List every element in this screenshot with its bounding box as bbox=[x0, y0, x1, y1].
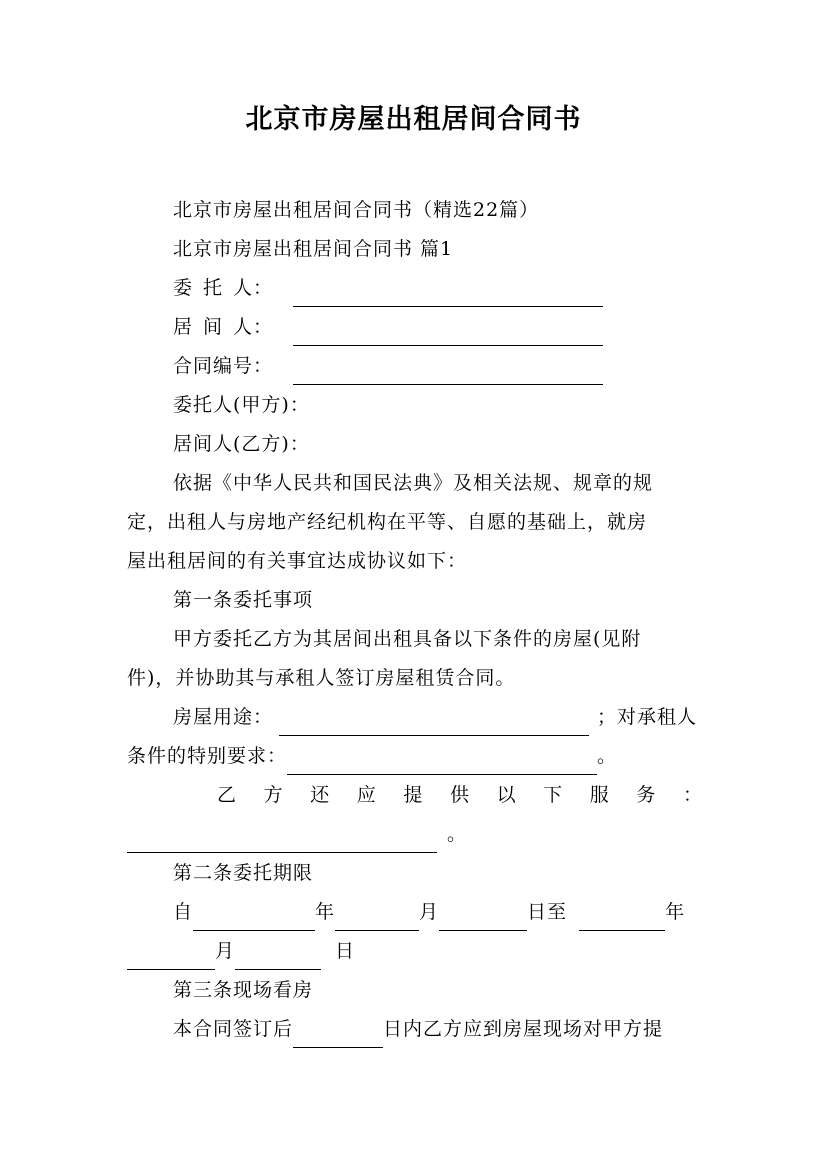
contract-number-field bbox=[127, 347, 703, 385]
article-2-title: 第二条委托期限 bbox=[173, 862, 314, 884]
period-line-2: 月 日 bbox=[127, 932, 703, 970]
entrustor-blank[interactable] bbox=[293, 278, 603, 307]
article-1-line-2: 件)，并协助其与承租人签订房屋租赁合同。 bbox=[127, 667, 516, 689]
services-blank-line: 。 bbox=[127, 815, 703, 853]
article-3-line-1: 本合同签订后 日内乙方应到房屋现场对甲方提 bbox=[127, 1010, 703, 1048]
intro-line-3: 屋出租居间的有关事宜达成协议如下： bbox=[127, 550, 468, 572]
end-day-blank[interactable] bbox=[235, 941, 321, 970]
start-month-blank[interactable] bbox=[335, 902, 419, 931]
intro-line-1: 依据《中华人民共和国民法典》及相关法规、规章的规 bbox=[173, 472, 654, 494]
article-1-line-1: 甲方委托乙方为其居间出租具备以下条件的房屋(见附 bbox=[173, 628, 642, 650]
contract-number-label: 合同编号： bbox=[173, 355, 274, 377]
tenant-requirements-suffix: 。 bbox=[597, 745, 618, 767]
inspection-days-blank[interactable] bbox=[293, 1019, 383, 1048]
party-b-label: 居间人(乙方)： bbox=[173, 433, 310, 455]
house-use-label: 房屋用途： bbox=[173, 706, 274, 728]
section-heading: 北京市房屋出租居间合同书 篇1 bbox=[173, 238, 454, 260]
intermediary-blank[interactable] bbox=[293, 317, 603, 346]
house-use-suffix: ；对承租人 bbox=[597, 706, 698, 728]
document-subtitle: 北京市房屋出租居间合同书（精选22篇） bbox=[173, 199, 540, 221]
entrustor-label: 委 托 人： bbox=[173, 277, 273, 299]
tenant-requirements-field bbox=[127, 737, 703, 775]
article-3-title: 第三条现场看房 bbox=[173, 979, 314, 1001]
document-title: 北京市房屋出租居间合同书 bbox=[245, 104, 582, 135]
tenant-requirements-label: 条件的特别要求： bbox=[127, 745, 288, 767]
house-use-field bbox=[127, 698, 703, 736]
entrustor-field bbox=[127, 269, 703, 307]
period-line-1: 自 年 月 日至 年 bbox=[127, 893, 703, 931]
end-year-blank[interactable] bbox=[579, 902, 665, 931]
contract-number-blank[interactable] bbox=[293, 356, 603, 385]
start-year-blank[interactable] bbox=[193, 902, 315, 931]
end-month-blank[interactable] bbox=[127, 941, 215, 970]
start-day-blank[interactable] bbox=[439, 902, 527, 931]
services-blank[interactable] bbox=[127, 824, 437, 853]
services-line: 乙 方 还 应 提 供 以 下 服 务 ： bbox=[217, 784, 703, 806]
house-use-blank[interactable] bbox=[279, 707, 589, 736]
intro-line-2: 定，出租人与房地产经纪机构在平等、自愿的基础上，就房 bbox=[127, 511, 648, 533]
tenant-requirements-blank[interactable] bbox=[287, 746, 597, 775]
intermediary-label: 居 间 人： bbox=[173, 316, 273, 338]
article-1-title: 第一条委托事项 bbox=[173, 589, 314, 611]
intermediary-field bbox=[127, 308, 703, 346]
party-a-label: 委托人(甲方)： bbox=[173, 394, 310, 416]
